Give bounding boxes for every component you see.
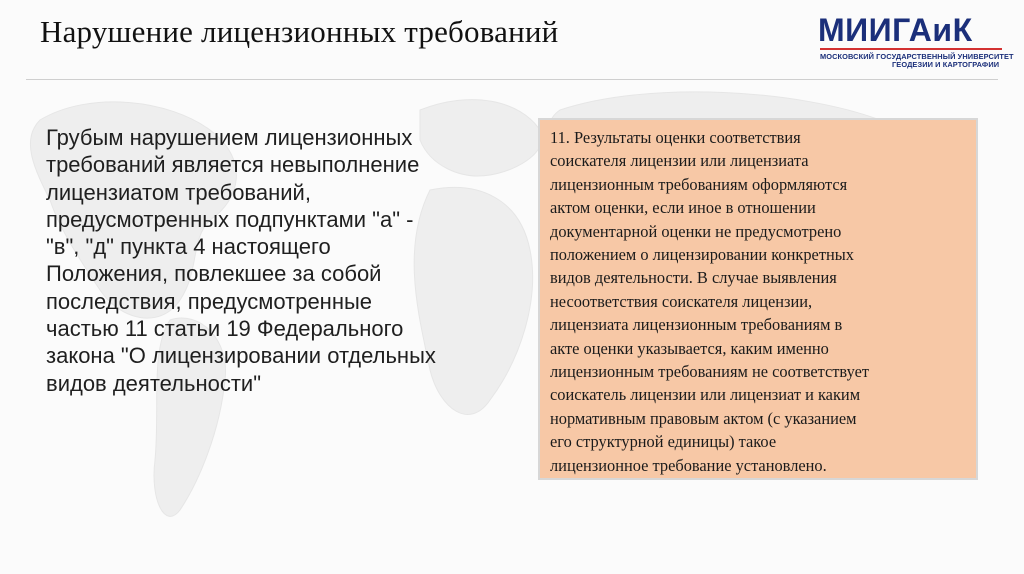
university-logo (818, 12, 1014, 70)
logo-red-bar (820, 48, 1002, 50)
header-divider (26, 79, 998, 80)
quote-box-text: 11. Результаты оценки соответствия соискателя лицензии или лицензиата лицензионным требованиям оформляются актом оценки, если иное в отношении документарной оценки не предусмотрено положением о лицензировании конкретных видов деятельности. В случае выявления несоответствия соискателя лицензии, лицензиата лицензионным требованиям в акте оценки указывается, каким именно лицензионным требованиям не соответствует соискатель лицензии или лицензиат и каким нормативным правовым актом (с указанием его структурной единицы) такое лицензионное требование установлено. (550, 128, 870, 475)
slide-title: Нарушение лицензионных требований (40, 14, 559, 49)
logo-subtitle-line1: МОСКОВСКИЙ ГОСУДАРСТВЕННЫЙ УНИВЕРСИТЕТ (820, 52, 1014, 61)
left-paragraph: Грубым нарушением лицензионных требований является невыполнение лицензиатом требований, предусмотренных подпунктами "а" - "в", "д" пункта 4 настоящего Положения, повлекшее за собой последствия, предусмотренные частью 11 статьи 19 Федерального закона "О лицензировании отдельных видов деятельности" (46, 125, 436, 396)
slide-header (0, 0, 1024, 80)
logo-subtitle-line2: ГЕОДЕЗИИ И КАРТОГРАФИИ (892, 60, 1000, 69)
quote-box (538, 118, 978, 480)
logo-wordmark: МИИГАиК (818, 12, 973, 48)
